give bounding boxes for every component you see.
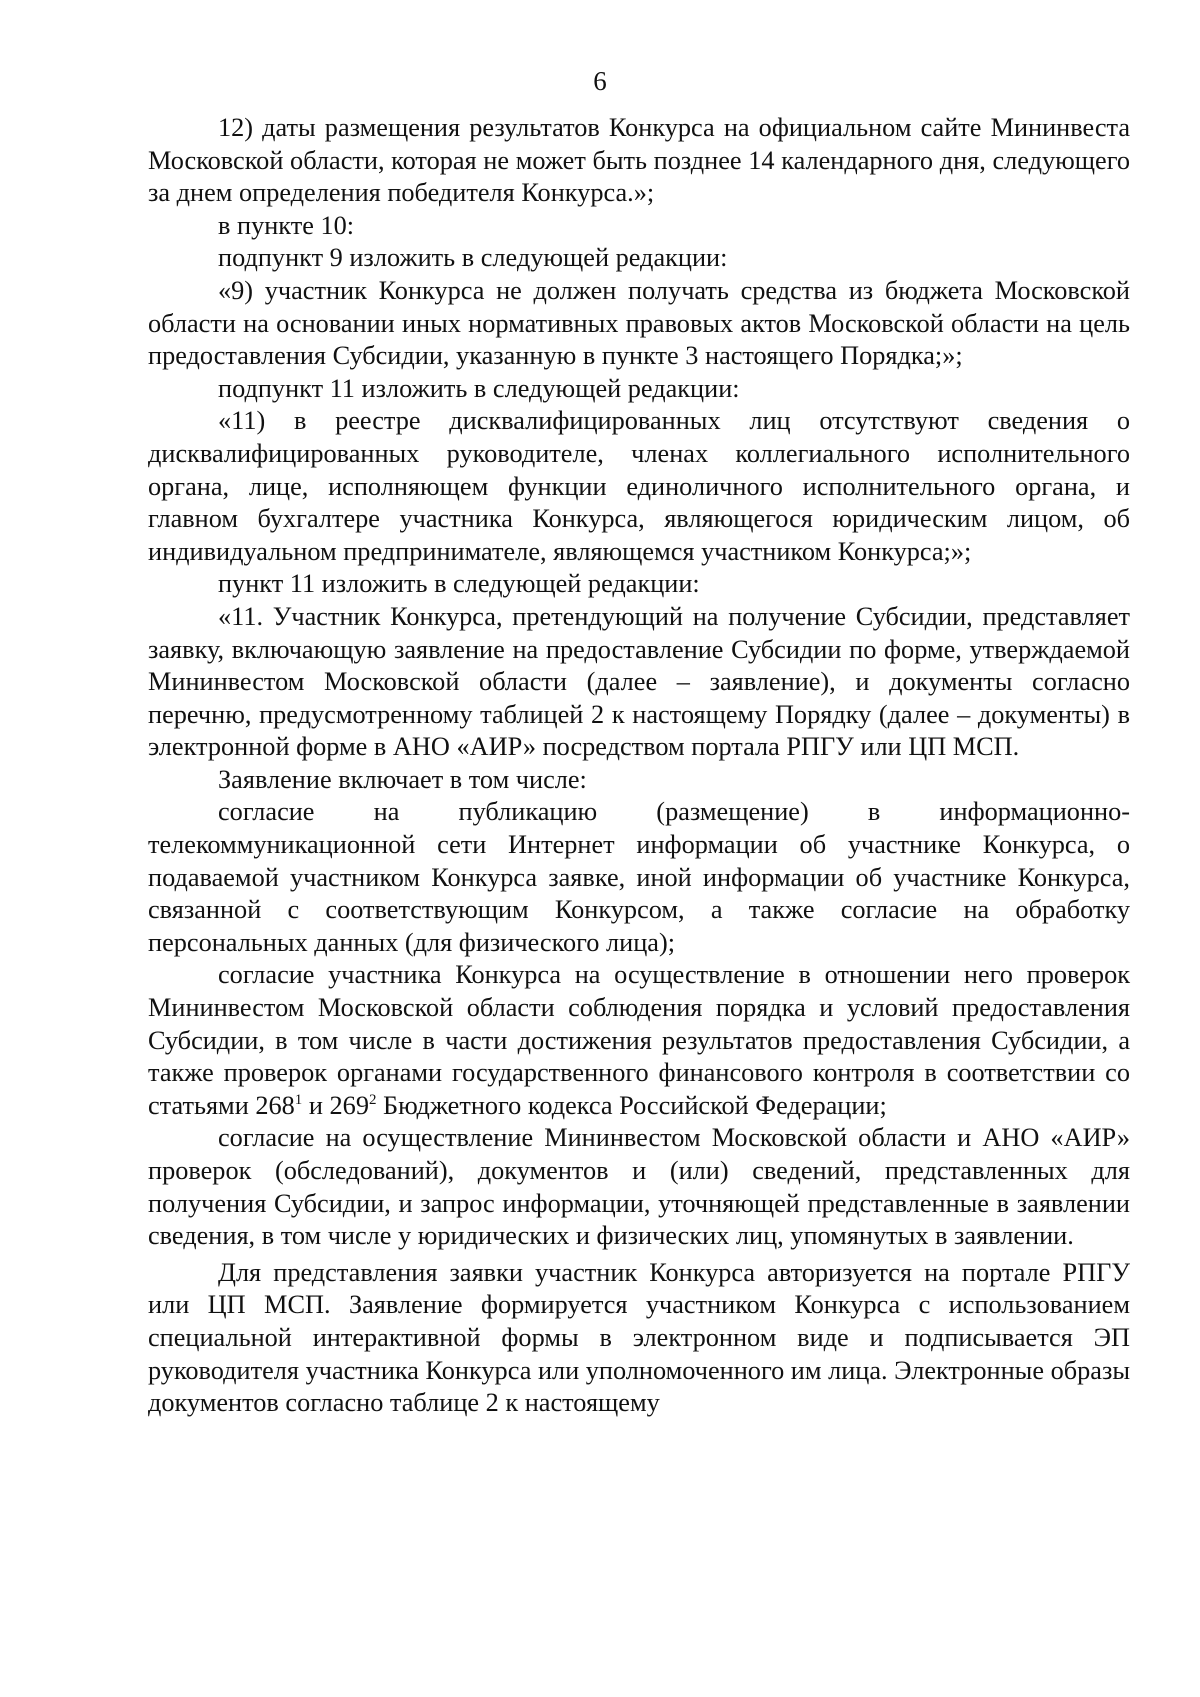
consent-control-text-3: Бюджетного кодекса Российской Федерации; — [376, 1090, 887, 1120]
paragraph-point-10: в пункте 10: — [218, 210, 355, 240]
paragraph-subpoint-11-intro: подпункт 11 изложить в следующей редакции: — [218, 373, 740, 403]
article-269-superscript: 2 — [368, 1092, 377, 1109]
paragraph-subpoint-9-text: «9) участник Конкурса не должен получать средства из бюджета Московской области на основании иных нормативных правовых актов Московской области на цель предоставления Субсидии, указанную в пункте 3 настоящего Порядка;»; — [148, 275, 1130, 371]
paragraph-subpoint-9-intro: подпункт 9 изложить в следующей редакции: — [218, 243, 728, 273]
paragraph-application-includes: Заявление включает в том числе: — [218, 764, 587, 794]
paragraph-consent-publication: согласие на публикацию (размещение) в информационно-телекоммуникационной сети Интернет информации об участнике Конкурса, о подаваемой участником Конкурса заявке, иной информации об участнике Конкурса, связанной с соответствующим Конкурсом, а также согласие на обработку персональных данных (для физического лица); — [148, 797, 1130, 957]
paragraph-point-11-text: «11. Участник Конкурса, претендующий на получение Субсидии, представляет заявку, включающую заявление на предоставление Субсидии по форме, утверждаемой Мининвестом Московской области (далее – заявление), и документы согласно перечню, предусмотренному таблицей 2 к настоящему Порядку (далее – документы) в электронной форме в АНО «АИР» посредством портала РПГУ или ЦП МСП. — [148, 601, 1130, 762]
paragraph-subpoint-11-text: «11) в реестре дисквалифицированных лиц отсутствуют сведения о дисквалифицированных руководителе, членах коллегиального исполнительного органа, лице, исполняющем функции единоличного исполнительного органа, и главном бухгалтере участника Конкурса, являющегося юридическим лицом, об индивидуальном предпринимателе, являющемся участником Конкурса;»; — [148, 406, 1130, 566]
paragraph-item-12: 12) даты размещения результатов Конкурса на официальном сайте Мининвеста Московской области, которая не может быть позднее 14 календарного дня, следующего за днем определения победителя Конкурса.»; — [148, 113, 1130, 208]
consent-control-text-2: и 269 — [302, 1090, 369, 1120]
paragraph-point-11-intro: пункт 11 изложить в следующей редакции: — [218, 569, 700, 599]
paragraph-submission: Для представления заявки участник Конкурса авторизуется на портале РПГУ или ЦП МСП. Заявление формируется участником Конкурса с использованием специальной интерактивной формы в электронном виде и подписывается ЭП руководителя участника Конкурса или уполномоченного им лица. Электронные образы документов согласно таблице 2 к настоящему — [148, 1257, 1130, 1418]
document-body — [148, 112, 1130, 1420]
article-268-superscript: 1 — [294, 1092, 303, 1109]
page-number: 6 — [593, 66, 607, 96]
paragraph-consent-inspection: согласие на осуществление Мининвестом Московской области и АНО «АИР» проверок (обследований), документов и (или) сведений, представленных для получения Субсидии, и запрос информации, уточняющей представленные в заявлении сведения, в том числе у юридических и физических лиц, упомянутых в заявлении. — [148, 1123, 1130, 1251]
consent-control-text-1: согласие участника Конкурса на осуществление в отношении него проверок Мининвестом Московской области соблюдения порядка и условий предоставления Субсидии, в том числе в части достижения результатов предоставления Субсидии, а также проверок органами государственного финансового контроля в соответствии со статьями 268 — [148, 960, 1130, 1120]
paragraph-consent-control — [148, 959, 1130, 1122]
